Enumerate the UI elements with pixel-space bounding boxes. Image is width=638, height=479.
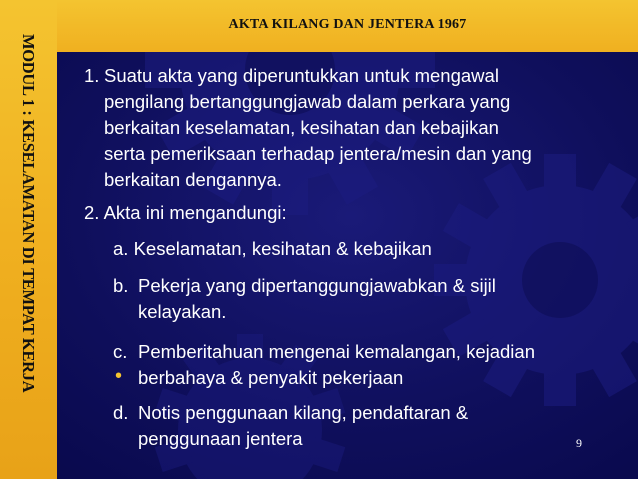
list-item	[84, 200, 624, 226]
sub-item-letter: b.	[113, 275, 129, 296]
item-text-line: berkaitan dengannya.	[104, 169, 282, 190]
sub-item-letter: c.	[113, 341, 128, 362]
sub-item-text-line: Pekerja yang dipertanggungjawabkan & sijil	[138, 275, 496, 296]
item-number: 1.	[84, 65, 100, 86]
sub-list-item	[113, 236, 623, 262]
sub-item-text-line: Notis penggunaan kilang, pendaftaran &	[138, 402, 469, 423]
bullet-icon: •	[115, 365, 123, 387]
sub-item-text-line: penggunaan jentera	[138, 428, 303, 449]
item-text-line: pengilang bertanggungjawab dalam perkara yang	[104, 91, 511, 112]
sub-item-text-line: berbahaya & penyakit pekerjaan	[138, 367, 404, 388]
sub-item-letter: d.	[113, 402, 129, 423]
sub-item-text-line: Pemberitahuan mengenai kemalangan, kejadian	[138, 341, 535, 362]
sub-item-text-line: Keselamatan, kesihatan & kebajikan	[133, 238, 432, 259]
content-area	[57, 52, 638, 479]
item-text-line: berkaitan keselamatan, kesihatan dan kebajikan	[104, 117, 499, 138]
list-item	[84, 63, 624, 193]
sub-item-letter: a.	[113, 238, 129, 259]
sub-list-item	[113, 273, 623, 325]
header-bar	[57, 0, 638, 52]
page-title: AKTA KILANG DAN JENTERA 1967	[228, 17, 467, 32]
sidebar	[0, 0, 57, 479]
sub-item-text-line: kelayakan.	[138, 301, 227, 322]
sub-list-item	[113, 400, 623, 452]
item-text-line: Akta ini mengandungi:	[103, 202, 287, 223]
sidebar-label: MODUL 1 : KESELAMATAN DI TEMPAT KERJA	[19, 34, 38, 393]
sub-list-item	[113, 339, 633, 391]
item-number: 2.	[84, 202, 100, 223]
item-text-line: serta pemeriksaan terhadap jentera/mesin dan yang	[104, 143, 532, 164]
page-number: 9	[576, 436, 582, 450]
item-text-line: Suatu akta yang diperuntukkan untuk mengawal	[104, 65, 499, 86]
